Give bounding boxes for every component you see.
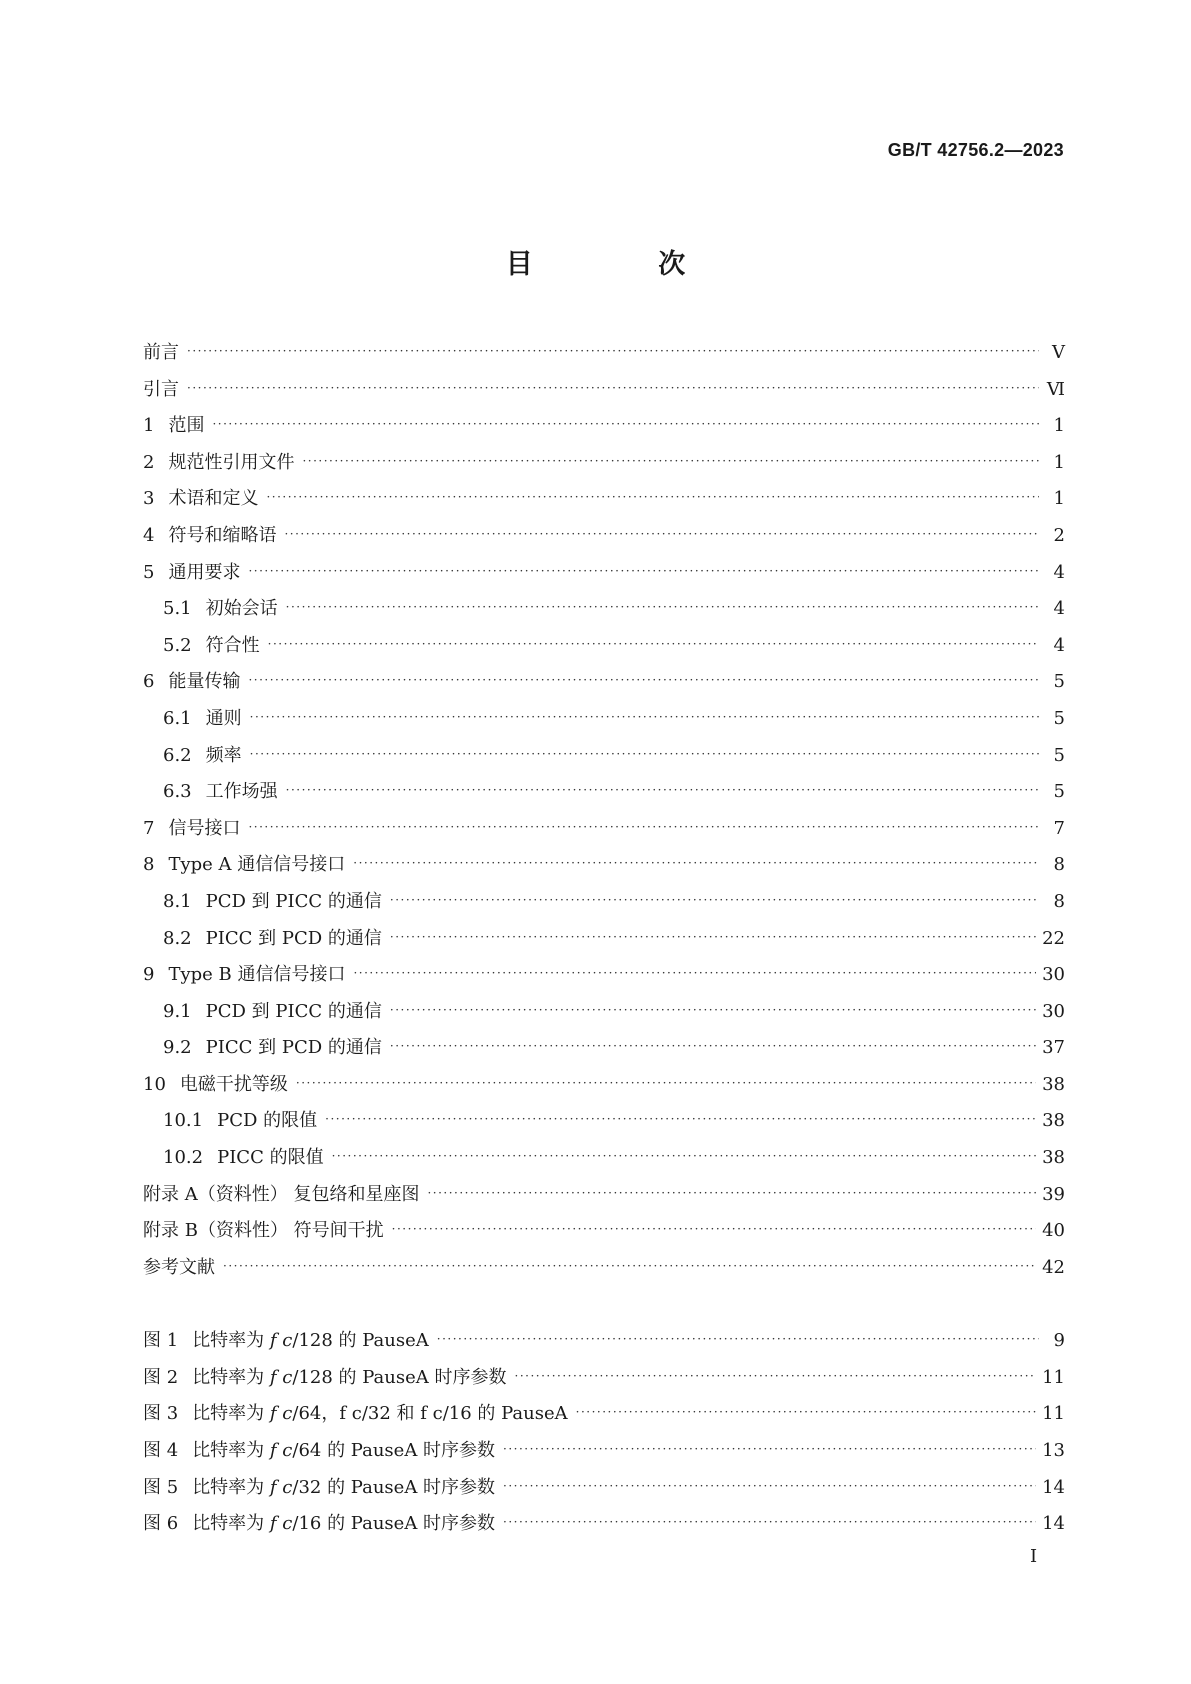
figure-title-prefix: 比特率为 bbox=[192, 1330, 270, 1351]
toc-entry-number: 9.1 bbox=[163, 1000, 192, 1022]
toc-entry-label: Type A 通信信号接口 bbox=[168, 854, 346, 876]
figure-number: 图 6 bbox=[143, 1513, 179, 1535]
toc-entry-label: Type B 通信信号接口 bbox=[168, 964, 346, 986]
fc-symbol: f c bbox=[269, 1366, 293, 1388]
dot-leader bbox=[390, 1003, 1036, 1017]
toc-entry-number: 9.2 bbox=[163, 1037, 192, 1059]
figure-title-rest: /64 的 PauseA 时序参数 bbox=[292, 1440, 496, 1462]
toc-entry-label: PCD 的限值 bbox=[217, 1110, 318, 1132]
figure-entry[interactable] bbox=[143, 1326, 1065, 1363]
toc-entry-page: 38 bbox=[1042, 1073, 1065, 1095]
toc-entry-page: 30 bbox=[1042, 1000, 1065, 1022]
dot-leader bbox=[212, 417, 1039, 431]
dot-leader bbox=[223, 1259, 1036, 1273]
toc-entry-label: PICC 到 PCD 的通信 bbox=[205, 1037, 382, 1059]
dot-leader bbox=[286, 600, 1039, 614]
toc-entry[interactable] bbox=[143, 631, 1065, 668]
toc-entry-number: 10.2 bbox=[163, 1147, 204, 1169]
toc-entry-label: 符合性 bbox=[205, 634, 260, 656]
toc-entry-page: 8 bbox=[1053, 854, 1065, 876]
toc-entry-page: 8 bbox=[1053, 890, 1065, 912]
toc-entry-number: 10.1 bbox=[163, 1110, 204, 1132]
toc-entry-page: 1 bbox=[1053, 451, 1065, 473]
figure-number: 图 4 bbox=[143, 1440, 179, 1462]
dot-leader bbox=[248, 673, 1039, 687]
toc-entry-number: 9 bbox=[143, 964, 155, 986]
figure-page: 9 bbox=[1053, 1330, 1065, 1351]
toc-entry-label: 电磁干扰等级 bbox=[179, 1073, 288, 1095]
toc-entry-number: 6.3 bbox=[163, 781, 192, 803]
toc-entry-label: 引言 bbox=[143, 378, 179, 400]
toc-entry-page: 38 bbox=[1042, 1147, 1065, 1169]
toc-entry-page: 40 bbox=[1042, 1220, 1065, 1242]
figure-entry[interactable] bbox=[143, 1363, 1065, 1400]
toc-entry[interactable] bbox=[143, 704, 1065, 741]
toc-entry[interactable] bbox=[143, 1106, 1065, 1143]
toc-entry-number: 8 bbox=[143, 854, 155, 876]
dot-leader bbox=[284, 527, 1039, 541]
dot-leader bbox=[427, 1186, 1036, 1200]
toc-entry[interactable] bbox=[143, 1143, 1065, 1180]
figure-number: 图 3 bbox=[143, 1403, 179, 1425]
dot-leader bbox=[248, 820, 1039, 834]
toc-entry-number: 5 bbox=[143, 561, 155, 583]
figure-title-prefix: 比特率为 bbox=[192, 1513, 270, 1535]
toc-entry-number: 10 bbox=[143, 1073, 166, 1095]
dot-leader bbox=[392, 1222, 1036, 1236]
toc-entry-label: 术语和定义 bbox=[168, 488, 259, 510]
toc-entry[interactable] bbox=[143, 1180, 1065, 1217]
page-title: 目 次 bbox=[505, 249, 744, 280]
dot-leader bbox=[390, 930, 1036, 944]
figure-title bbox=[192, 1473, 495, 1499]
figure-title bbox=[192, 1399, 567, 1425]
fc-symbol: f c bbox=[269, 1403, 293, 1425]
toc-entry[interactable] bbox=[143, 667, 1065, 704]
toc-entry[interactable] bbox=[143, 814, 1065, 851]
toc-entry-label: 参考文献 bbox=[143, 1256, 215, 1278]
dot-leader bbox=[266, 490, 1039, 504]
toc-entry[interactable] bbox=[143, 448, 1065, 485]
dot-leader bbox=[250, 747, 1039, 761]
toc-entry-label: 频率 bbox=[205, 744, 242, 766]
toc-entry-label: PCD 到 PICC 的通信 bbox=[205, 1000, 382, 1022]
toc-entry-page: 4 bbox=[1053, 634, 1065, 656]
dot-leader bbox=[503, 1479, 1036, 1493]
toc-entry[interactable] bbox=[143, 558, 1065, 595]
fc-symbol: f c bbox=[269, 1330, 293, 1351]
figure-title-rest: /64，f c/32 和 f c/16 的 PauseA bbox=[292, 1403, 568, 1425]
toc-entry-page: 5 bbox=[1053, 744, 1065, 766]
toc-entry-label: 范围 bbox=[168, 415, 205, 437]
figure-title-prefix: 比特率为 bbox=[192, 1366, 270, 1388]
standard-code: GB/T 42756.2—2023 bbox=[887, 140, 1064, 160]
figure-title-rest: /128 的 PauseA 时序参数 bbox=[292, 1366, 507, 1388]
figure-title bbox=[192, 1436, 495, 1462]
figure-title-prefix: 比特率为 bbox=[192, 1440, 270, 1462]
figure-entry[interactable] bbox=[143, 1509, 1065, 1546]
toc-entry[interactable] bbox=[143, 594, 1065, 631]
dot-leader bbox=[503, 1515, 1036, 1529]
fc-symbol: f c bbox=[269, 1513, 293, 1535]
toc-entry-page: 22 bbox=[1042, 927, 1065, 949]
figure-number: 图 2 bbox=[143, 1366, 179, 1388]
toc-entry-page: 5 bbox=[1053, 671, 1065, 693]
toc-entry[interactable] bbox=[143, 741, 1065, 778]
toc-entry[interactable] bbox=[143, 960, 1065, 997]
dot-leader bbox=[296, 1076, 1036, 1090]
toc-entry-number: 6.2 bbox=[163, 744, 192, 766]
dot-leader bbox=[325, 1112, 1036, 1126]
dot-leader bbox=[353, 966, 1036, 980]
dot-leader bbox=[248, 564, 1039, 578]
dot-leader bbox=[353, 856, 1039, 870]
toc-entry-label: 工作场强 bbox=[205, 781, 278, 803]
dot-leader bbox=[268, 637, 1039, 651]
dot-leader bbox=[390, 1039, 1036, 1053]
toc-entry-label: 信号接口 bbox=[168, 817, 241, 839]
toc-entry-page: 37 bbox=[1042, 1037, 1065, 1059]
toc-entry[interactable] bbox=[143, 484, 1065, 521]
dot-leader bbox=[437, 1332, 1039, 1346]
toc-entry-label: 初始会话 bbox=[205, 598, 278, 620]
toc-entry-page: Ⅵ bbox=[1046, 378, 1065, 400]
dot-leader bbox=[390, 893, 1039, 907]
toc-entry-page: 2 bbox=[1053, 524, 1065, 546]
toc-entry-label: PICC 的限值 bbox=[217, 1147, 324, 1169]
figure-page: 14 bbox=[1042, 1476, 1065, 1498]
dot-leader bbox=[286, 783, 1039, 797]
toc-entry-number: 1 bbox=[143, 415, 155, 437]
toc-entry-page: 42 bbox=[1042, 1256, 1065, 1278]
toc-entry-number: 6.1 bbox=[163, 707, 192, 729]
figure-title-rest: /32 的 PauseA 时序参数 bbox=[292, 1476, 496, 1498]
dot-leader bbox=[250, 710, 1039, 724]
figure-entry[interactable] bbox=[143, 1436, 1065, 1473]
page-number: Ⅰ bbox=[1030, 1546, 1038, 1567]
toc-entry-label: PCD 到 PICC 的通信 bbox=[205, 890, 382, 912]
figure-title-prefix: 比特率为 bbox=[192, 1403, 270, 1425]
dot-leader bbox=[576, 1405, 1036, 1419]
toc-entry-label: 能量传输 bbox=[168, 671, 241, 693]
toc-entry-label: 附录 B（资料性） 符号间干扰 bbox=[143, 1220, 384, 1242]
toc-entry-label: PICC 到 PCD 的通信 bbox=[205, 927, 382, 949]
toc-entry-number: 4 bbox=[143, 524, 155, 546]
toc-entry-page: 1 bbox=[1053, 415, 1065, 437]
toc-entry[interactable] bbox=[143, 1070, 1065, 1107]
table-of-contents bbox=[143, 338, 1065, 1289]
toc-entry-page: 4 bbox=[1053, 598, 1065, 620]
toc-entry-page: 1 bbox=[1053, 488, 1065, 510]
toc-entry-number: 8.1 bbox=[163, 890, 192, 912]
toc-entry-page: 4 bbox=[1053, 561, 1065, 583]
figure-page: 13 bbox=[1042, 1440, 1065, 1462]
toc-entry[interactable] bbox=[143, 997, 1065, 1034]
toc-entry-page: 5 bbox=[1053, 707, 1065, 729]
toc-entry-number: 8.2 bbox=[163, 927, 192, 949]
toc-entry[interactable] bbox=[143, 924, 1065, 961]
figure-title-prefix: 比特率为 bbox=[192, 1476, 270, 1498]
toc-entry[interactable] bbox=[143, 1033, 1065, 1070]
toc-entry-number: 6 bbox=[143, 671, 155, 693]
toc-entry[interactable] bbox=[143, 338, 1065, 375]
dot-leader bbox=[187, 344, 1039, 358]
figure-number: 图 5 bbox=[143, 1476, 179, 1498]
toc-entry[interactable] bbox=[143, 887, 1065, 924]
figure-list bbox=[143, 1326, 1065, 1546]
toc-entry[interactable] bbox=[143, 777, 1065, 814]
toc-entry[interactable] bbox=[143, 411, 1065, 448]
fc-symbol: f c bbox=[269, 1476, 293, 1498]
toc-entry-number: 5.2 bbox=[163, 634, 192, 656]
toc-entry[interactable] bbox=[143, 1253, 1065, 1290]
figure-title bbox=[192, 1326, 429, 1352]
toc-entry-page: 7 bbox=[1053, 817, 1065, 839]
toc-entry-label: 通用要求 bbox=[168, 561, 241, 583]
figure-title-rest: /128 的 PauseA bbox=[292, 1330, 429, 1351]
dot-leader bbox=[503, 1442, 1036, 1456]
toc-entry-page: 38 bbox=[1042, 1110, 1065, 1132]
dot-leader bbox=[302, 454, 1039, 468]
toc-entry-number: 7 bbox=[143, 817, 155, 839]
toc-entry-number: 2 bbox=[143, 451, 155, 473]
figure-title-rest: /16 的 PauseA 时序参数 bbox=[292, 1513, 496, 1535]
toc-entry-number: 3 bbox=[143, 488, 155, 510]
toc-entry[interactable] bbox=[143, 375, 1065, 412]
figure-title bbox=[192, 1363, 506, 1389]
figure-page: 14 bbox=[1042, 1513, 1065, 1535]
dot-leader bbox=[332, 1149, 1037, 1163]
toc-entry-label: 通则 bbox=[205, 707, 242, 729]
figure-entry[interactable] bbox=[143, 1399, 1065, 1436]
dot-leader bbox=[187, 381, 1039, 395]
figure-title bbox=[192, 1509, 495, 1535]
toc-entry-page: 30 bbox=[1042, 964, 1065, 986]
toc-entry-label: 规范性引用文件 bbox=[168, 451, 295, 473]
toc-entry-label: 符号和缩略语 bbox=[168, 524, 277, 546]
fc-symbol: f c bbox=[269, 1440, 293, 1462]
toc-entry-page: Ⅴ bbox=[1052, 342, 1065, 363]
toc-entry[interactable] bbox=[143, 521, 1065, 558]
toc-entry-page: 39 bbox=[1042, 1183, 1065, 1205]
toc-entry-page: 5 bbox=[1053, 781, 1065, 803]
figure-page: 11 bbox=[1042, 1403, 1065, 1425]
toc-entry[interactable] bbox=[143, 1216, 1065, 1253]
figure-number: 图 1 bbox=[143, 1330, 179, 1351]
figure-page: 11 bbox=[1042, 1366, 1065, 1388]
figure-entry[interactable] bbox=[143, 1473, 1065, 1510]
toc-entry[interactable] bbox=[143, 850, 1065, 887]
toc-entry-number: 5.1 bbox=[163, 598, 192, 620]
toc-entry-label: 前言 bbox=[143, 342, 179, 363]
dot-leader bbox=[515, 1369, 1037, 1383]
toc-entry-label: 附录 A（资料性） 复包络和星座图 bbox=[143, 1183, 420, 1205]
